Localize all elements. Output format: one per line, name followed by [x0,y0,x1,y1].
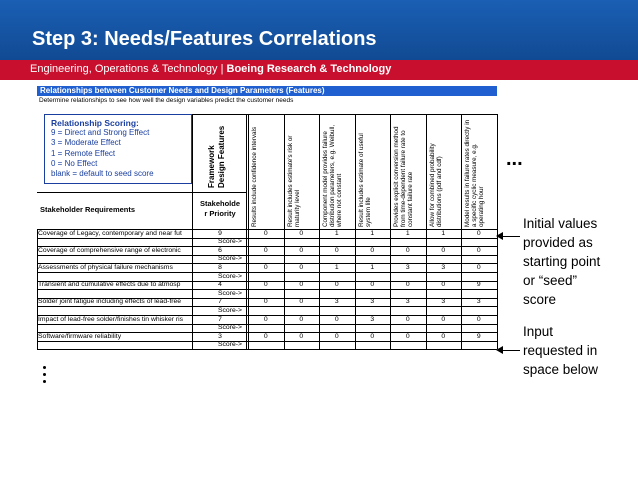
framework-header: Design Features [217,125,226,188]
seed-score-cell[interactable]: 0 [476,263,481,271]
requirement-label: Transient and cumulative effects due to atmosp [38,281,181,289]
score-input-cell[interactable] [426,255,462,264]
more-rows-ellipsis [43,366,49,387]
sheet-instruction: Determine relationships to see how well the design variables predict the customer needs [39,97,294,104]
note-line: Input [523,324,554,339]
score-input-cell[interactable] [284,255,320,264]
score-input-cell[interactable] [319,255,355,264]
score-input-cell[interactable] [461,324,497,333]
feature-header-1: Results include confidence intervals [251,126,258,227]
priority-header [194,199,246,219]
score-input-cell[interactable] [355,289,391,298]
score-input-cell[interactable] [355,324,391,333]
feature-header-7: Model results in failure rates directly in a specific cyclic measure, e.g. operating hour [464,119,485,227]
scoring-line: blank = default to seed score [51,169,154,179]
requirement-label: Software/firmware reliability [38,332,122,340]
seed-score-cell[interactable]: 0 [299,281,304,289]
arrow-head [496,346,503,354]
note-line: score [523,292,557,307]
seed-score-cell[interactable]: 0 [370,281,375,289]
score-input-cell[interactable] [390,255,426,264]
priority-cell[interactable]: 7 [218,315,222,323]
score-input-cell[interactable] [248,238,284,247]
score-input-cell[interactable] [355,306,391,315]
grid-hline [37,192,247,193]
score-input-cell[interactable] [390,306,426,315]
score-input-cell[interactable] [319,341,355,350]
score-label: Score-> [218,306,242,314]
score-input-cell[interactable] [284,289,320,298]
seed-score-cell[interactable]: 0 [441,246,446,254]
requirement-label: Assessments of physical failure mechanisms [38,263,173,271]
feature-header-3: Component model provides failure distribution parameters, e.g. Weibull, where not constant [322,124,343,227]
slide-title: Step 3: Needs/Features Correlations [32,28,377,50]
score-input-cell[interactable] [461,341,497,350]
score-input-cell[interactable] [284,272,320,281]
score-input-cell[interactable] [284,238,320,247]
priority-cell[interactable]: 3 [218,332,222,340]
seed-score-cell[interactable]: 0 [476,315,481,323]
seed-score-cell[interactable]: 3 [405,298,410,306]
priority-header-line: Stakeholde [199,199,240,208]
arrow-head [496,232,503,240]
score-input-cell[interactable] [390,289,426,298]
score-input-cell[interactable] [248,255,284,264]
scoring-legend [44,114,192,184]
seed-score-cell[interactable]: 3 [441,263,446,271]
seed-score-cell[interactable]: 3 [405,263,410,271]
score-label: Score-> [218,341,242,349]
score-input-cell[interactable] [248,341,284,350]
score-input-cell[interactable] [319,306,355,315]
seed-score-cell[interactable]: 3 [334,298,339,306]
seed-score-cell[interactable]: 0 [370,246,375,254]
feature-header-4: Result includes estimate of useful system life [357,133,372,227]
score-input-cell[interactable] [390,341,426,350]
seed-score-cell[interactable]: 1 [441,229,446,237]
seed-score-cell[interactable]: 1 [370,229,375,237]
seed-score-cell[interactable]: 9 [476,332,481,340]
score-input-cell[interactable] [248,272,284,281]
subtitle [30,63,391,75]
note-line: requested in [523,343,598,358]
seed-score-cell[interactable]: 0 [334,332,339,340]
score-input-cell[interactable] [461,289,497,298]
score-input-cell[interactable] [319,238,355,247]
note-line: starting point [523,254,601,269]
priority-cell[interactable]: 8 [218,263,222,271]
feature-header-6: Allow for combined probability distributions (pdf and cdf) [428,143,443,227]
initial-values-note [523,214,600,309]
seed-score-cell[interactable]: 0 [263,281,268,289]
score-input-cell[interactable] [319,289,355,298]
seed-score-cell[interactable]: 0 [441,281,446,289]
seed-score-cell[interactable]: 0 [405,332,410,340]
priority-cell[interactable]: 9 [218,229,222,237]
framework-header: Framework [207,145,216,188]
score-input-cell[interactable] [284,341,320,350]
seed-score-cell[interactable]: 0 [299,298,304,306]
note-line: Initial values [523,216,598,231]
score-label: Score-> [218,272,242,280]
feature-header-2: Result includes estimate's risk or maturity level [286,135,301,227]
score-input-cell[interactable] [461,272,497,281]
score-input-cell[interactable] [284,306,320,315]
score-input-cell[interactable] [426,306,462,315]
score-input-cell[interactable] [461,238,497,247]
seed-score-cell[interactable]: 0 [405,315,410,323]
seed-score-cell[interactable]: 0 [263,246,268,254]
score-input-cell[interactable] [248,289,284,298]
score-input-cell[interactable] [426,324,462,333]
seed-score-cell[interactable]: 0 [405,246,410,254]
note-line: space below [523,362,599,377]
arrow-line [500,350,520,351]
score-input-cell[interactable] [461,306,497,315]
seed-score-cell[interactable]: 3 [441,298,446,306]
seed-score-cell[interactable]: 0 [263,315,268,323]
score-input-cell[interactable] [461,255,497,264]
scoring-title: Relationship Scoring: [51,118,139,128]
seed-score-cell[interactable]: 0 [299,332,304,340]
score-label: Score-> [218,238,242,246]
requirement-label: Impact of lead-free solder/finishes tin whisker ris [38,315,184,323]
scoring-line: 3 = Moderate Effect [51,138,121,148]
seed-score-cell[interactable]: 0 [370,332,375,340]
seed-score-cell[interactable]: 1 [334,229,339,237]
input-note [523,322,598,379]
feature-header-5: Provides explicit conversion method from time-dependent failure rate to constant failure rate [393,126,414,227]
score-input-cell[interactable] [248,324,284,333]
seed-score-cell[interactable]: 0 [263,229,268,237]
note-line: or “seed” [523,273,578,288]
seed-score-cell[interactable]: 0 [334,246,339,254]
seed-score-cell[interactable]: 0 [441,315,446,323]
requirement-label: Coverage of Legacy, contemporary and near fut [38,229,182,237]
seed-score-cell[interactable]: 1 [370,263,375,271]
requirement-label: Coverage of comprehensive range of electronic [38,246,181,254]
subtitle-org: Boeing Research & Technology [226,63,392,75]
score-label: Score-> [218,289,242,297]
scoring-line: 0 = No Effect [51,158,98,168]
seed-score-cell[interactable]: 0 [263,263,268,271]
seed-score-cell[interactable]: 3 [370,298,375,306]
grid-hline [192,114,497,115]
seed-score-cell[interactable]: 0 [299,263,304,271]
grid-hline [37,349,497,350]
score-input-cell[interactable] [426,289,462,298]
priority-cell[interactable]: 7 [218,298,222,306]
more-columns-ellipsis: ... [506,148,523,170]
seed-score-cell[interactable]: 0 [299,229,304,237]
subtitle-prefix: Engineering, Operations & Technology | [30,63,227,75]
seed-score-cell[interactable]: 0 [299,315,304,323]
score-input-cell[interactable] [319,272,355,281]
sheet-header [37,86,497,96]
seed-score-cell[interactable]: 9 [476,281,481,289]
seed-score-cell[interactable]: 0 [476,229,481,237]
requirement-label: Solder joint fatigue including effects of lead-free [38,298,182,306]
seed-score-cell[interactable]: 0 [263,298,268,306]
score-input-cell[interactable] [390,238,426,247]
note-line: provided as [523,235,593,250]
score-input-cell[interactable] [355,341,391,350]
seed-score-cell[interactable]: 1 [334,263,339,271]
seed-score-cell[interactable]: 3 [476,298,481,306]
priority-header-line: r Priority [204,209,236,218]
seed-score-cell[interactable]: 0 [299,246,304,254]
score-input-cell[interactable] [426,238,462,247]
score-input-cell[interactable] [319,324,355,333]
score-input-cell[interactable] [390,272,426,281]
score-input-cell[interactable] [355,255,391,264]
score-input-cell[interactable] [355,238,391,247]
score-input-cell[interactable] [284,324,320,333]
seed-score-cell[interactable]: 0 [334,281,339,289]
score-input-cell[interactable] [390,324,426,333]
seed-score-cell[interactable]: 0 [263,332,268,340]
priority-cell[interactable]: 4 [218,281,222,289]
score-input-cell[interactable] [426,341,462,350]
seed-score-cell[interactable]: 3 [370,315,375,323]
score-input-cell[interactable] [355,272,391,281]
requirements-header: Stakeholder Requirements [40,205,136,214]
seed-score-cell[interactable]: 1 [405,229,410,237]
score-label: Score-> [218,255,242,263]
priority-cell[interactable]: 6 [218,246,222,254]
scoring-line: 1 = Remote Effect [51,148,116,158]
arrow-line [500,236,520,237]
seed-score-cell[interactable]: 0 [441,332,446,340]
score-input-cell[interactable] [248,306,284,315]
sheet-header-text: Relationships between Customer Needs and Design Parameters (Features) [40,86,325,95]
seed-score-cell[interactable]: 0 [405,281,410,289]
seed-score-cell[interactable]: 0 [334,315,339,323]
scoring-line: 9 = Direct and Strong Effect [51,128,150,138]
subtitle-bar [0,60,638,80]
seed-score-cell[interactable]: 0 [476,246,481,254]
score-label: Score-> [218,324,242,332]
title-bar [0,0,638,60]
score-input-cell[interactable] [426,272,462,281]
